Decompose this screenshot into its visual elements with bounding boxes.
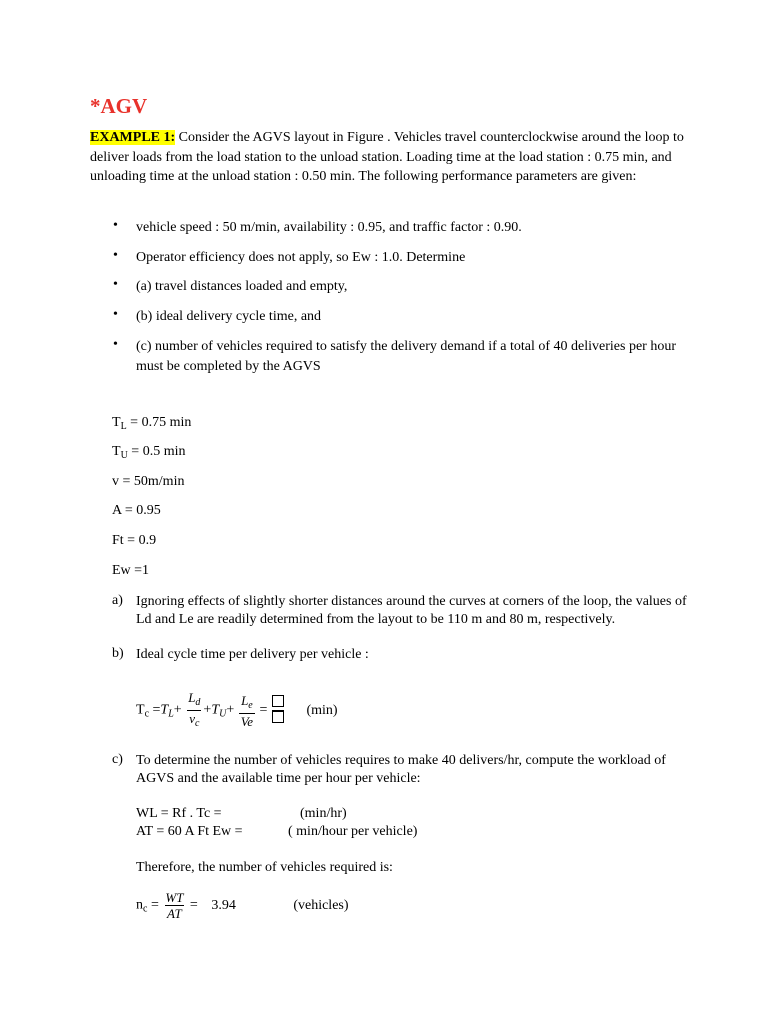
example-paragraph bbox=[90, 128, 690, 187]
nc-eq2: = bbox=[186, 897, 198, 913]
tc-formula bbox=[136, 690, 338, 731]
tc-plus: + bbox=[226, 702, 235, 718]
bullet-mark: • bbox=[113, 248, 118, 263]
tc-plus: + bbox=[173, 702, 182, 718]
tc-eq: = bbox=[149, 702, 161, 718]
item-c-label: c) bbox=[112, 752, 123, 767]
var-v: v = 50m/min bbox=[112, 474, 185, 489]
nc-unit: (vehicles) bbox=[293, 897, 349, 913]
tc-f1-num-sub: d bbox=[195, 697, 201, 708]
tc-tl: T bbox=[160, 702, 169, 718]
nc-den: AT bbox=[167, 906, 182, 921]
var-tl-value: = 0.75 min bbox=[126, 415, 192, 430]
item-b-label: b) bbox=[112, 646, 124, 661]
var-tl-symbol: T bbox=[112, 415, 121, 430]
bullet-mark: • bbox=[113, 277, 118, 292]
example-label: EXAMPLE 1: bbox=[90, 130, 176, 145]
item-a-label: a) bbox=[112, 593, 123, 608]
bullet-mark: • bbox=[113, 218, 118, 233]
var-tu-symbol: T bbox=[112, 444, 121, 459]
nc-lhs-sub: c bbox=[143, 903, 148, 915]
bullet-item: (a) travel distances loaded and empty, bbox=[136, 279, 348, 294]
tc-f1-den-sub: c bbox=[194, 718, 200, 729]
nc-value: 3.94 bbox=[211, 897, 236, 913]
at-unit: ( min/hour per vehicle) bbox=[288, 824, 418, 839]
at-lhs: AT = 60 A Ft Ew = bbox=[136, 824, 243, 839]
tc-eq2: = bbox=[256, 702, 268, 718]
item-b-text: Ideal cycle time per delivery per vehicle : bbox=[136, 647, 369, 662]
tc-tu: T bbox=[211, 702, 220, 718]
placeholder-fraction-icon bbox=[272, 695, 284, 726]
var-tu-value: = 0.5 min bbox=[127, 444, 186, 459]
therefore-text: Therefore, the number of vehicles required is: bbox=[136, 860, 393, 875]
tc-tl-sub: L bbox=[168, 708, 174, 720]
nc-formula bbox=[136, 890, 349, 921]
var-tu-sub: U bbox=[120, 450, 128, 461]
wl-lhs: WL = Rf . Tc = bbox=[136, 806, 222, 821]
var-tl-sub: L bbox=[120, 421, 127, 432]
var-a: A = 0.95 bbox=[112, 503, 161, 518]
var-tu bbox=[112, 444, 185, 461]
tc-f2-num: L bbox=[241, 692, 249, 708]
tc-f1-den: v bbox=[189, 711, 195, 726]
tc-tu-sub: U bbox=[219, 708, 227, 720]
bullet-item: (c) number of vehicles required to satisfy the delivery demand if a total of 40 deliveries per hour must be completed by the AGVS bbox=[136, 339, 676, 374]
tc-lhs: T bbox=[136, 702, 145, 718]
tc-f1-num: L bbox=[188, 690, 196, 705]
item-c-text: To determine the number of vehicles requires to make 40 delivers/hr, compute the workload of AGVS and the available time per hour per vehicle: bbox=[136, 753, 666, 786]
wl-line bbox=[136, 806, 222, 822]
bullet-mark: • bbox=[113, 307, 118, 322]
bullet-item: vehicle speed : 50 m/min, availability : 0.95, and traffic factor : 0.90. bbox=[136, 220, 522, 235]
tc-unit: (min) bbox=[306, 702, 338, 718]
tc-lhs-sub: c bbox=[144, 708, 150, 720]
bullet-item: (b) ideal delivery cycle time, and bbox=[136, 309, 322, 324]
var-tl bbox=[112, 415, 191, 432]
example-text: Consider the AGVS layout in Figure . Vehicles travel counterclockwise around the loop to deliver loads from the load station to the unload station. Loading time at the load station : 0.75 min, and unloading time at the unload station : 0.50 min. The following performance parameters are given: bbox=[90, 130, 684, 185]
tc-f2-num-sub: e bbox=[248, 699, 253, 711]
nc-lhs: n bbox=[136, 897, 143, 913]
tc-fraction-ld bbox=[186, 690, 202, 731]
tc-fraction-le bbox=[239, 693, 255, 729]
tc-plus: + bbox=[203, 702, 212, 718]
tc-f2-den: Ve bbox=[240, 713, 254, 729]
var-ew: Ew =1 bbox=[112, 563, 150, 578]
page-title: *AGV bbox=[90, 94, 148, 118]
nc-eq: = bbox=[147, 897, 159, 913]
bullet-item: Operator efficiency does not apply, so Ew : 1.0. Determine bbox=[136, 250, 466, 265]
bullet-mark: • bbox=[113, 337, 118, 352]
nc-num: WT bbox=[165, 890, 184, 905]
nc-fraction bbox=[163, 890, 185, 921]
at-line bbox=[136, 824, 243, 840]
item-a-text: Ignoring effects of slightly shorter distances around the curves at corners of the loop, the values of Ld and Le are readily determined from the layout to be 110 m and 80 m, respectively. bbox=[136, 594, 687, 627]
wl-unit: (min/hr) bbox=[300, 806, 347, 821]
var-ft: Ft = 0.9 bbox=[112, 533, 157, 548]
